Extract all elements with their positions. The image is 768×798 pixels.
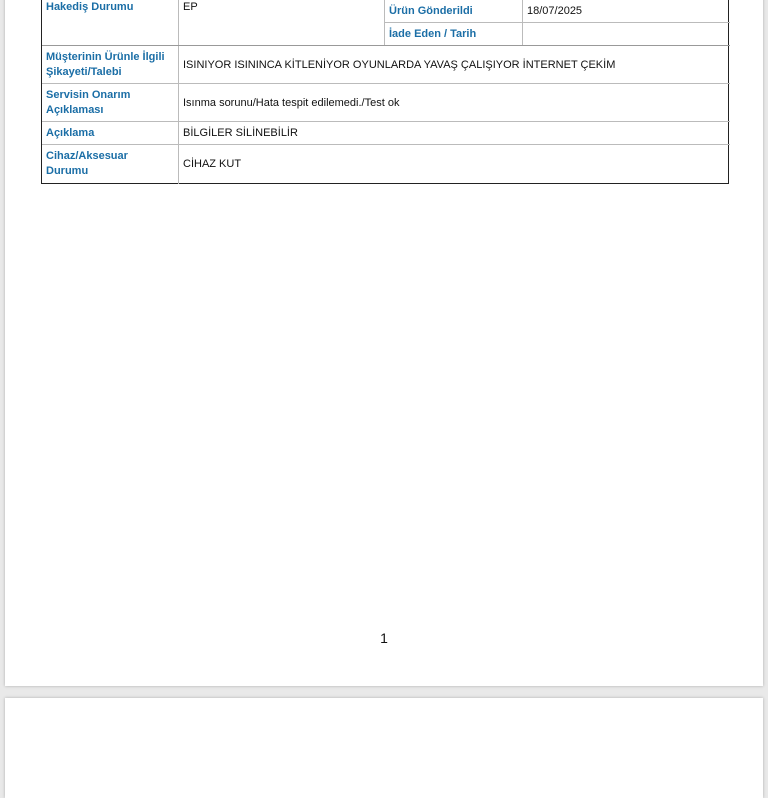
iade-label: İade Eden / Tarih xyxy=(389,27,477,40)
sikayet-label: Müşterinin Ürünle İlgili Şikayeti/Talebi xyxy=(46,50,165,78)
urun-gonderildi-value: 18/07/2025 xyxy=(527,5,583,17)
hakedis-label: Hakediş Durumu xyxy=(46,0,134,13)
document-page-2 xyxy=(5,698,763,798)
aciklama-value: BİLGİLER SİLİNEBİLİR xyxy=(183,127,298,139)
aciklama-label: Açıklama xyxy=(46,126,95,139)
onarim-value: Isınma sorunu/Hata tespit edilemedi./Test ok xyxy=(183,96,400,109)
urun-gonderildi-label: Ürün Gönderildi xyxy=(389,4,473,17)
cihaz-label: Cihaz/Aksesuar Durumu xyxy=(46,150,128,177)
service-info-table xyxy=(41,0,729,184)
cihaz-value: CİHAZ KUT xyxy=(183,158,242,170)
sikayet-value: ISINIYOR ISININCA KİTLENİYOR OYUNLARDA YAVAŞ ÇALIŞIYOR İNTERNET ÇEKİM xyxy=(183,58,616,71)
onarim-label: Servisin Onarım Açıklaması xyxy=(46,88,131,116)
document-page-1 xyxy=(5,0,763,686)
iade-value xyxy=(523,23,527,45)
page-number: 1 xyxy=(380,630,388,646)
hakedis-value: EP xyxy=(183,1,198,13)
